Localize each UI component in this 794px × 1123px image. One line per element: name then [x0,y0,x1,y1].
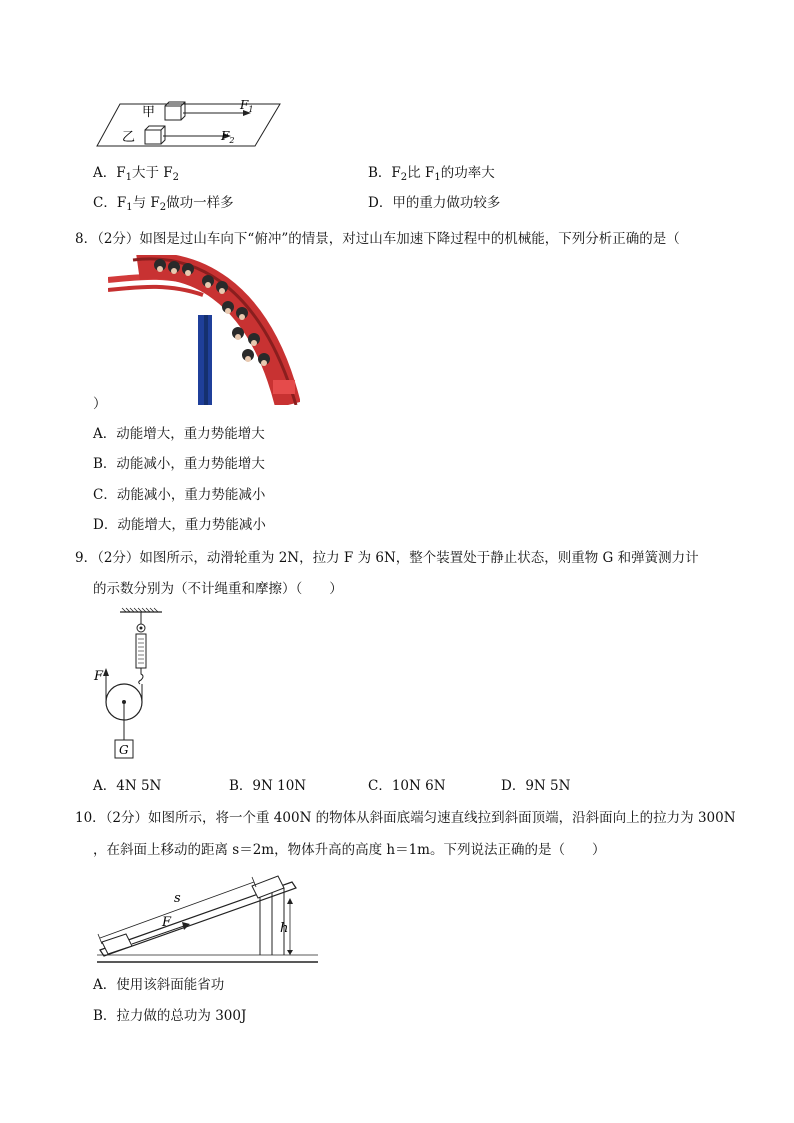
q7-option-c: C．$F_1$与 $F_2$做功一样多 [93,195,234,213]
fig10-f: F [162,915,172,930]
fig9-f: F [94,669,104,684]
fig9-g: G [119,743,129,757]
q8-option-d: D．动能增大，重力势能减小 [93,517,266,533]
q8-close-paren: ） [93,396,107,412]
q9-stem-2: 的示数分别为（不计绳重和摩擦）（ ） [93,581,343,597]
fig7-f2-sub: 2 [229,136,235,145]
q9-stem-1: 9．（2分）如图所示，动滑轮重为 2N，拉力 F 为 6N，整个装置处于静止状态，则重物 G 和弹簧测力计 [75,550,699,566]
fig-incline [92,864,322,968]
q8-option-a: A．动能增大，重力势能增大 [93,426,265,442]
fig-pulley [90,606,170,766]
q7-option-d: D．甲的重力做功较多 [368,195,501,211]
fig7-f1-sub: 1 [248,105,254,114]
q10-option-a: A．使用该斜面能省功 [93,977,225,993]
fig7-label-yi: 乙 [122,130,136,145]
fig7-f2: F [221,129,230,143]
q10-stem-1: 10．（2分）如图所示，将一个重 400N 的物体从斜面底端匀速直线拉到斜面顶端，沿斜面向上的拉力为 300N [75,810,736,826]
fig7-label-jia: 甲 [142,105,156,120]
fig10-s: s [174,891,181,906]
fig10-h: h [280,921,289,936]
q10-stem-2: ，在斜面上移动的距离 s＝2m，物体升高的高度 h＝1m。下列说法正确的是（ ） [93,842,606,858]
fig-plane-blocks [95,96,285,152]
q8-option-b: B．动能减小，重力势能增大 [93,456,265,472]
svg-text:F2 [220,129,234,145]
q9-option-a: A．4N 5N [93,778,162,794]
q7-option-a: A．$F_1$大于 $F_2$ [93,165,180,183]
q10-option-b: B．拉力做的总功为 300J [93,1008,247,1024]
roller-coaster-photo [108,255,300,405]
fig7-f1: F [240,98,249,112]
q7-option-b: B．$F_2$比 $F_1$的功率大 [368,165,495,183]
svg-text:F1 [239,98,253,114]
q9-option-b: B．9N 10N [229,778,307,794]
q9-option-d: D．9N 5N [501,778,571,794]
q8-option-c: C．动能减小，重力势能减小 [93,487,266,503]
q9-option-c: C．10N 6N [368,778,446,794]
q8-stem: 8．（2分）如图是过山车向下“俯冲”的情景，对过山车加速下降过程中的机械能，下列分析正确的是（ [75,231,680,247]
